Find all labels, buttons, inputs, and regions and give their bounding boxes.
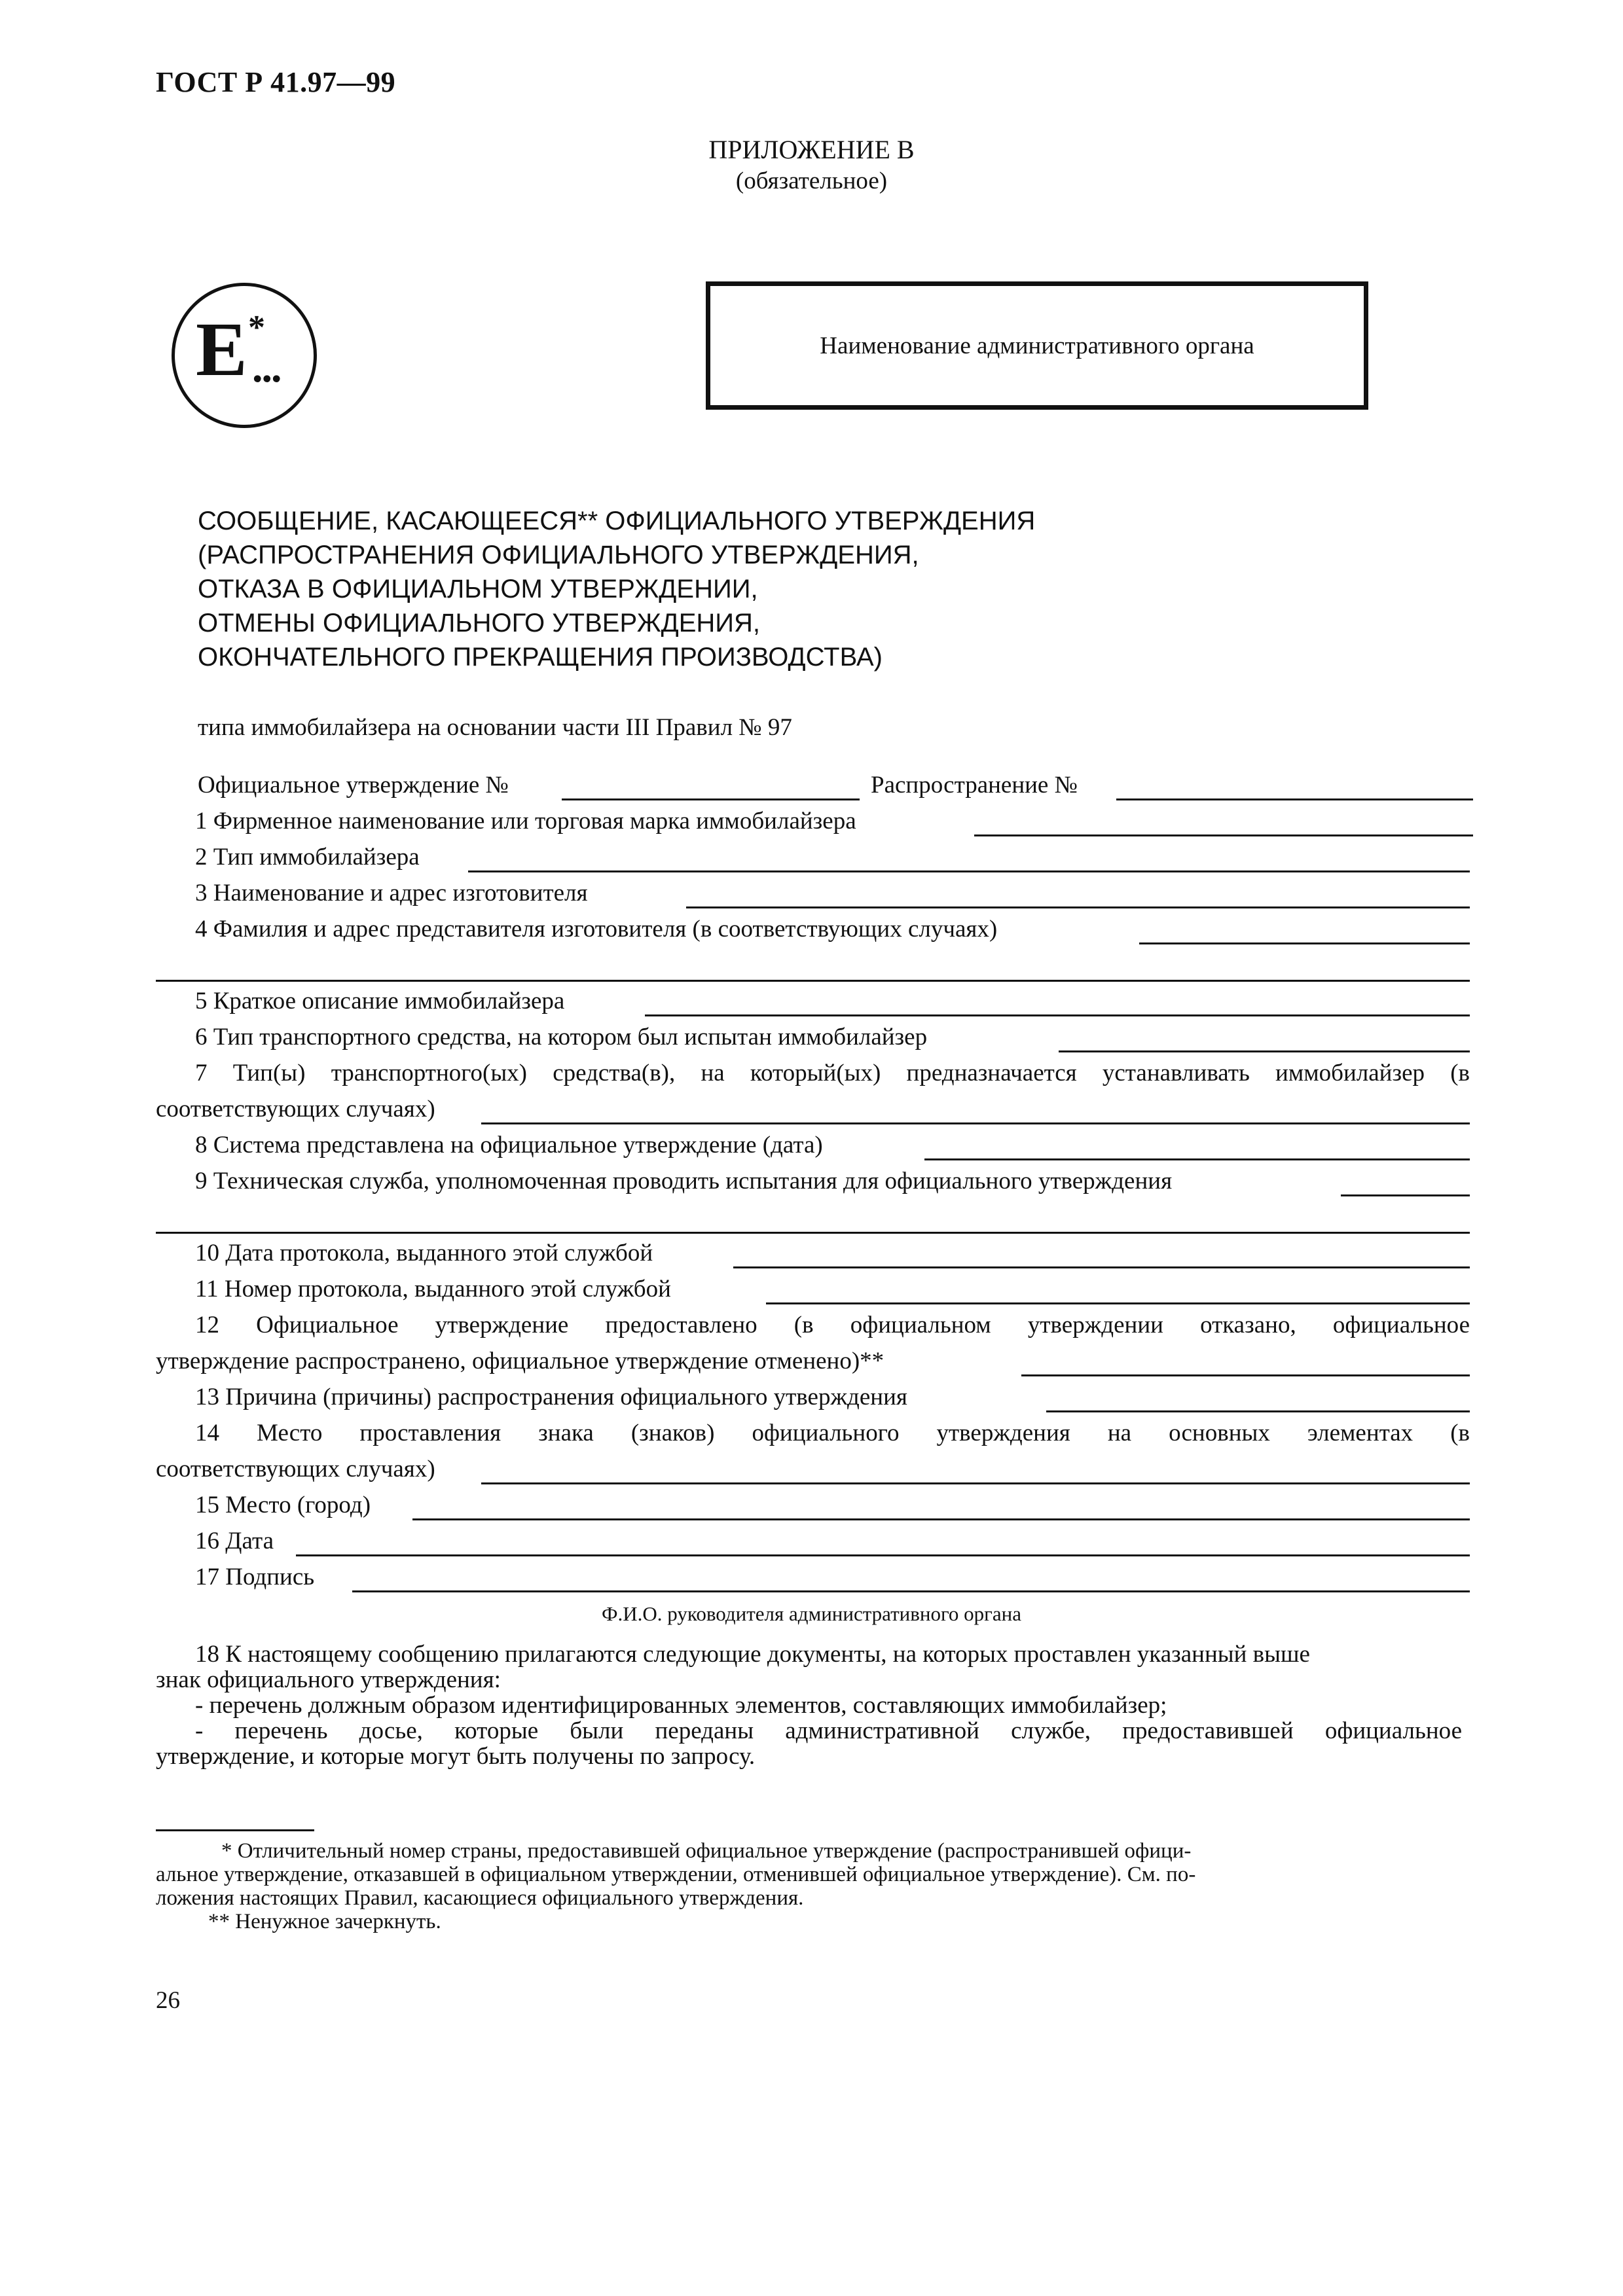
item-5-label: 5 Краткое описание иммобилайзера	[195, 988, 565, 1014]
item-14-label-cont: соответствующих случаях)	[156, 1456, 435, 1482]
item-13-label: 13 Причина (причины) распространения официального утверждения	[195, 1384, 907, 1410]
title-line: ОТКАЗА В ОФИЦИАЛЬНОМ УТВЕРЖДЕНИИ,	[198, 575, 758, 603]
footnote-2: ** Ненужное зачеркнуть.	[208, 1910, 441, 1933]
extension-number-label: Распространение №	[871, 772, 1078, 798]
approval-mark-dots: ...	[252, 344, 281, 391]
item-5-field[interactable]	[645, 995, 1470, 1016]
item-1-label: 1 Фирменное наименование или торговая марка иммобилайзера	[195, 808, 856, 834]
approval-mark-star: *	[248, 309, 265, 346]
item-11-field[interactable]	[766, 1283, 1470, 1304]
item-18-list-item: - перечень должным образом идентифицированных элементов, составляющих иммобилайзер;	[195, 1692, 1167, 1719]
annex-title: ПРИЛОЖЕНИЕ В	[708, 135, 915, 164]
item-6-field[interactable]	[1059, 1031, 1470, 1052]
item-9-field[interactable]	[1341, 1175, 1470, 1196]
authority-name-label: Наименование административного органа	[820, 332, 1254, 359]
item-7-label: 7 Тип(ы) транспортного(ых) средства(в), на который(ых) предназначается устанавливать иммобилайзер (в	[195, 1060, 1470, 1086]
item-15-label: 15 Место (город)	[195, 1492, 371, 1518]
extension-number-field[interactable]	[1116, 779, 1473, 800]
type-line: типа иммобилайзера на основании части III Правил № 97	[198, 714, 792, 741]
item-12-label: 12 Официальное утверждение предоставлено (в официальном утверждении отказано, официальное	[195, 1312, 1470, 1338]
item-3-label: 3 Наименование и адрес изготовителя	[195, 880, 588, 906]
item-11-label: 11 Номер протокола, выданного этой службой	[195, 1276, 671, 1302]
item-15-field[interactable]	[412, 1499, 1470, 1520]
standard-code: ГОСТ Р 41.97—99	[156, 66, 396, 98]
item-2-field[interactable]	[468, 851, 1470, 872]
item-18-paragraph	[156, 1641, 1462, 1769]
item-18-line: утверждение, и которые могут быть получены по запросу.	[156, 1743, 756, 1770]
approval-number-label: Официальное утверждение №	[198, 772, 509, 798]
approval-mark-logo	[172, 283, 317, 428]
title-line: ОТМЕНЫ ОФИЦИАЛЬНОГО УТВЕРЖДЕНИЯ,	[198, 609, 761, 637]
item-8-field[interactable]	[924, 1139, 1470, 1160]
approval-mark-letter: E	[196, 306, 247, 392]
item-14-field[interactable]	[481, 1463, 1470, 1484]
item-8-label: 8 Система представлена на официальное утверждение (дата)	[195, 1132, 823, 1158]
item-2-label: 2 Тип иммобилайзера	[195, 844, 420, 870]
item-12-field[interactable]	[1021, 1355, 1470, 1376]
signature-caption: Ф.И.О. руководителя административного органа	[602, 1602, 1021, 1625]
item-6-label: 6 Тип транспортного средства, на котором был испытан иммобилайзер	[195, 1024, 928, 1050]
item-12-label-cont: утверждение распространено, официальное утверждение отменено)**	[156, 1348, 884, 1374]
item-9-continuation-rule[interactable]	[156, 1232, 1470, 1234]
authority-name-box	[706, 281, 1368, 410]
page-number: 26	[156, 1987, 180, 2014]
item-16-field[interactable]	[296, 1535, 1470, 1556]
item-9-label: 9 Техническая служба, уполномоченная проводить испытания для официального утверждения	[195, 1168, 1173, 1194]
signature-field[interactable]	[352, 1571, 1470, 1592]
item-7-label-cont: соответствующих случаях)	[156, 1096, 435, 1122]
item-3-field[interactable]	[686, 887, 1470, 908]
item-10-field[interactable]	[733, 1247, 1470, 1268]
item-4-continuation-rule[interactable]	[156, 980, 1470, 982]
item-16-label: 16 Дата	[195, 1528, 274, 1554]
item-17-label: 17 Подпись	[195, 1564, 315, 1590]
item-18-list-item: - перечень досье, которые были переданы административной службе, предоставившей официальное	[195, 1717, 1462, 1744]
item-4-field[interactable]	[1139, 923, 1470, 944]
title-line: ОКОНЧАТЕЛЬНОГО ПРЕКРАЩЕНИЯ ПРОИЗВОДСТВА)	[198, 643, 883, 672]
communication-title	[198, 504, 1035, 674]
item-18-line: знак официального утверждения:	[156, 1666, 501, 1693]
item-7-field[interactable]	[481, 1103, 1470, 1124]
title-line: (РАСПРОСТРАНЕНИЯ ОФИЦИАЛЬНОГО УТВЕРЖДЕНИЯ,	[198, 541, 919, 569]
footnote-separator	[156, 1829, 314, 1831]
footnote-1-line: ложения настоящих Правил, касающиеся официального утверждения.	[156, 1886, 804, 1910]
footnote-1-line: * Отличительный номер страны, предоставившей официальное утверждение (распространившей офици-	[221, 1839, 1192, 1863]
footnote-1-line: альное утверждение, отказавшей в официальном утверждении, отменившей официальное утверждение). См. по-	[156, 1863, 1196, 1886]
item-14-label: 14 Место проставления знака (знаков) официального утверждения на основных элементах (в	[195, 1420, 1470, 1446]
footnotes	[156, 1839, 1462, 1933]
item-13-field[interactable]	[1046, 1391, 1470, 1412]
item-1-field[interactable]	[974, 815, 1473, 836]
title-line: СООБЩЕНИЕ, КАСАЮЩЕЕСЯ** ОФИЦИАЛЬНОГО УТВЕРЖДЕНИЯ	[198, 507, 1036, 535]
item-18-line: 18 К настоящему сообщению прилагаются следующие документы, на которых проставлен указанный выше	[195, 1641, 1310, 1668]
approval-number-field[interactable]	[562, 779, 860, 800]
item-10-label: 10 Дата протокола, выданного этой службой	[195, 1240, 653, 1266]
annex-subtitle: (обязательное)	[735, 168, 888, 194]
item-4-label: 4 Фамилия и адрес представителя изготовителя (в соответствующих случаях)	[195, 916, 998, 942]
